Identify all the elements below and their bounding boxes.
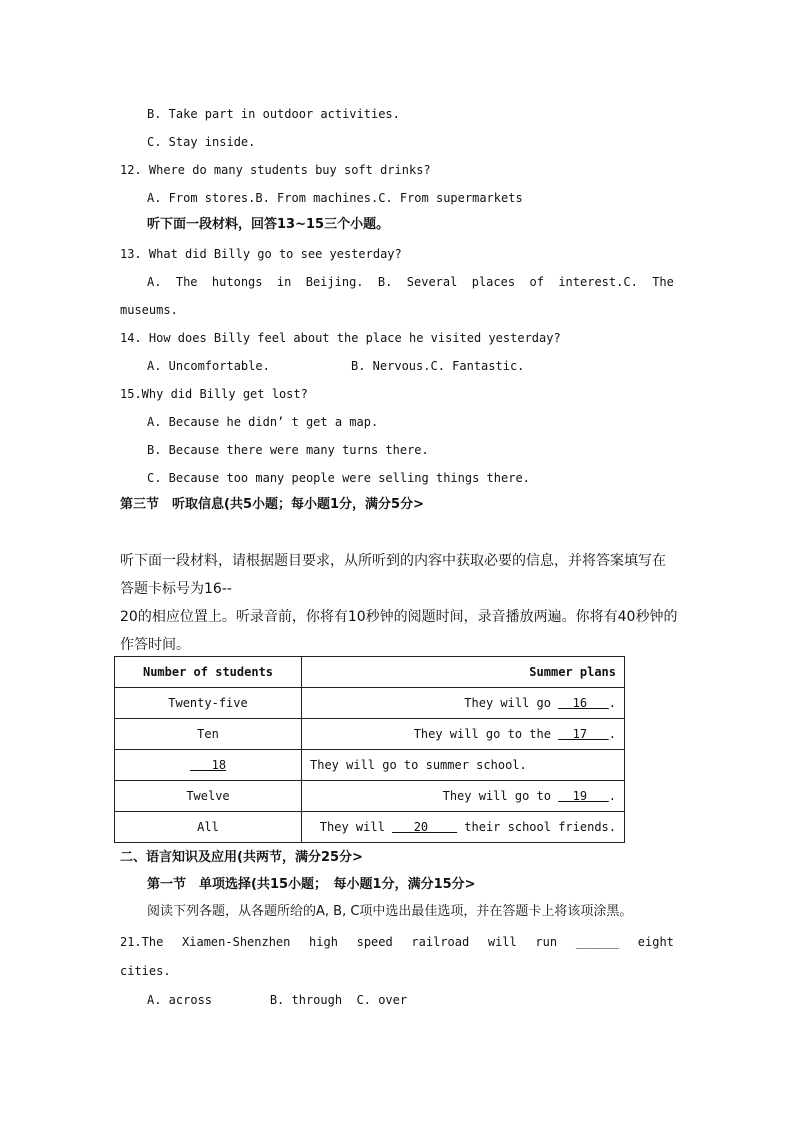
section3-instruction-4: 作答时间。 xyxy=(120,637,190,653)
section3-instruction-3: 20的相应位置上。听录音前，你将有10秒钟的阅题时间，录音播放两遍。你将有40秒钟的 xyxy=(120,609,678,625)
header-summer-plans: Summer plans xyxy=(302,657,625,688)
summer-plans-table xyxy=(114,656,625,843)
section3-instruction-1: 听下面一段材料，请根据题目要求，从所听到的内容中获取必要的信息，并将答案填写在 xyxy=(120,553,666,569)
part2-section1-title: 第一节 单项选择(共15小题； 每小题1分，满分15分> xyxy=(147,877,476,892)
q13-options: A. The hutongs in Beijing. B. Several places of interest.C. The xyxy=(147,275,674,289)
q13-options-cont: museums. xyxy=(120,303,178,317)
q13-question: 13. What did Billy go to see yesterday? xyxy=(120,247,402,261)
row-plan: They will go 16 . xyxy=(302,688,625,719)
table-row xyxy=(115,719,625,750)
table-header-row xyxy=(115,657,625,688)
q15-option-c: C. Because too many people were selling things there. xyxy=(147,471,530,485)
row-number: All xyxy=(115,812,302,843)
table-row xyxy=(115,812,625,843)
table-row xyxy=(115,688,625,719)
q14-options-bc: B. Nervous.C. Fantastic. xyxy=(351,359,525,373)
q15-option-a: A. Because he didn’ t get a map. xyxy=(147,415,379,429)
row-number xyxy=(115,750,302,781)
section3-title: 第三节 听取信息(共5小题；每小题1分，满分5分> xyxy=(120,497,424,512)
section3-instruction-2: 答题卡标号为16-- xyxy=(120,581,232,597)
row-plan: They will go to 19 . xyxy=(302,781,625,812)
section-13-15-heading: 听下面一段材料，回答13~15三个小题。 xyxy=(147,217,390,232)
row-plan: They will go to summer school. xyxy=(302,750,625,781)
row-number: Twenty-five xyxy=(115,688,302,719)
table-row xyxy=(115,781,625,812)
row-plan: They will 20 their school friends. xyxy=(302,812,625,843)
answer-blank-20[interactable]: 20 xyxy=(392,820,458,834)
answer-blank-16[interactable]: 16 xyxy=(558,696,609,710)
q12-options: A. From stores.B. From machines.C. From supermarkets xyxy=(147,191,523,205)
row-number: Ten xyxy=(115,719,302,750)
answer-blank-18[interactable]: 18 xyxy=(189,758,227,772)
row-number: Twelve xyxy=(115,781,302,812)
q15-question: 15.Why did Billy get lost? xyxy=(120,387,308,401)
q21-question: 21.The Xiamen-Shenzhen high speed railroad will run ______ eight xyxy=(120,935,674,949)
answer-blank-17[interactable]: 17 xyxy=(558,727,609,741)
q15-option-b: B. Because there were many turns there. xyxy=(147,443,429,457)
part2-title: 二、语言知识及应用(共两节，满分25分> xyxy=(120,850,363,865)
answer-blank-19[interactable]: 19 xyxy=(558,789,609,803)
q11-option-c: C. Stay inside. xyxy=(147,135,256,149)
q21-question-cont: cities. xyxy=(120,964,171,978)
header-number-of-students: Number of students xyxy=(115,657,302,688)
q21-blank[interactable]: ______ xyxy=(575,935,620,949)
row-plan: They will go to the 17 . xyxy=(302,719,625,750)
q11-option-b: B. Take part in outdoor activities. xyxy=(147,107,400,121)
q21-options: A. across B. through C. over xyxy=(147,993,408,1007)
table-row xyxy=(115,750,625,781)
part2-instruction: 阅读下列各题，从各题所给的A, B, C项中选出最佳选项，并在答题卡上将该项涂黑。 xyxy=(147,904,633,919)
q12-question: 12. Where do many students buy soft drinks? xyxy=(120,163,431,177)
q14-option-a: A. Uncomfortable. xyxy=(147,359,270,373)
q14-question: 14. How does Billy feel about the place he visited yesterday? xyxy=(120,331,561,345)
